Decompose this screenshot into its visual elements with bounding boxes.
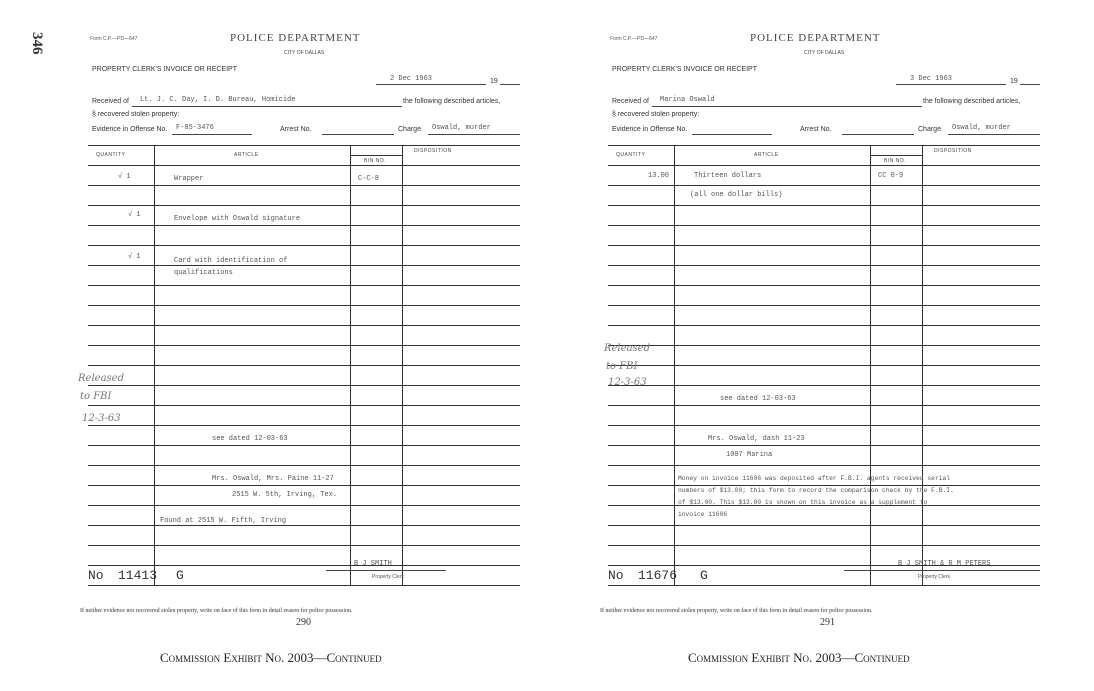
note-owner: Mrs. Oswald, dash 11-23 [708, 435, 805, 443]
footer-note: If neither evidence nor recovered stolen property, write on face of this form in detail reason for police possession. [600, 608, 873, 614]
exhibit-caption: Commission Exhibit No. 2003—Continued [160, 650, 382, 665]
handwritten-note: to FBI [80, 391, 112, 402]
row-article: Thirteen dollars [694, 172, 762, 180]
col-bin: BIN NO. [884, 158, 907, 164]
row-article: qualifications [174, 269, 233, 277]
form-number-mark: G [176, 568, 184, 583]
year-suffix: 19 [1010, 78, 1018, 85]
row-article: Wrapper [174, 175, 204, 183]
city-heading: CITY OF DALLAS [804, 50, 845, 56]
invoice-form-right [604, 28, 1040, 598]
form-title: PROPERTY CLERK'S INVOICE OR RECEIPT [612, 66, 758, 73]
col-article: ARTICLE [234, 152, 259, 158]
signature-label: Property Clerk [918, 574, 950, 580]
following-text: the following described articles, [403, 98, 501, 105]
col-disposition: DISPOSITION [934, 148, 972, 154]
charge-value: Oswald, murder [952, 124, 1011, 132]
invoice-form-left [78, 28, 520, 598]
page-number: 290 [296, 617, 311, 628]
footer-note: If neither evidence nor recovered stolen property, write on face of this form in detail reason for police possession. [80, 608, 353, 614]
year-suffix: 19 [490, 78, 498, 85]
row-bin: CC 0-9 [878, 172, 904, 180]
handwritten-note: to FBI [606, 361, 638, 372]
received-of-value: Lt. J. C. Day, I. D. Bureau, Homicide [140, 96, 296, 104]
department-heading: POLICE DEPARTMENT [230, 32, 361, 44]
signature-label: Property Clerk [372, 574, 404, 580]
note-long: invoice 11606 [678, 511, 728, 518]
note-address: 2515 W. 5th, Irving, Tex. [232, 491, 338, 499]
form-code: Form C.P.—PD—647 [90, 36, 138, 42]
form-number-mark: G [700, 568, 708, 583]
note-owner: Mrs. Oswald, Mrs. Paine 11-27 [212, 475, 334, 483]
charge-value: Oswald, murder [432, 124, 491, 132]
note-found: Found at 2515 W. Fifth, Irving [160, 517, 287, 525]
signature-name: B J SMITH & R M PETERS [898, 560, 991, 568]
signature-name: B J SMITH [354, 560, 392, 568]
received-of-label: Received of [612, 98, 649, 105]
form-number: 11676 [638, 568, 678, 583]
handwritten-note: Released [604, 343, 650, 354]
exhibit-caption: Commission Exhibit No. 2003—Continued [688, 650, 910, 665]
col-quantity: QUANTITY [616, 152, 646, 158]
following-text: the following described articles, [923, 98, 1021, 105]
row-qty: √ 1 [128, 211, 141, 219]
note-long: Money on invoice 11606 was deposited after F.B.I. agents received serial [678, 475, 951, 482]
arrest-label: Arrest No. [280, 126, 312, 133]
handwritten-note: Released [78, 373, 124, 384]
form-number: 11413 [118, 568, 158, 583]
row-bin: C-C-8 [358, 175, 380, 183]
recovered-label: § recovered stolen property: [92, 111, 180, 118]
department-heading: POLICE DEPARTMENT [750, 32, 881, 44]
col-bin: BIN NO. [364, 158, 387, 164]
offense-label: Evidence in Offense No. [612, 126, 688, 133]
note-checked: see dated 12-03-63 [212, 435, 288, 443]
col-article: ARTICLE [754, 152, 779, 158]
page-number: 291 [820, 617, 835, 628]
form-date: 3 Dec 1963 [910, 75, 953, 83]
row-article: Card with identification of [174, 257, 288, 265]
col-quantity: QUANTITY [96, 152, 126, 158]
handwritten-note: 12-3-63 [608, 377, 647, 388]
recovered-label: § recovered stolen property: [612, 111, 700, 118]
row-qty: √ 1 [128, 253, 141, 261]
note-long: numbers of $13.00; this form to record the comparison check by the F.B.I. [678, 487, 954, 494]
row-article: Envelope with Oswald signature [174, 215, 301, 223]
handwritten-note: 12-3-63 [82, 413, 121, 424]
received-of-label: Received of [92, 98, 129, 105]
row-article: (all one dollar bills) [690, 191, 783, 199]
form-number-prefix: No [88, 568, 104, 583]
charge-label: Charge [398, 126, 421, 133]
book-page-number: 346 [29, 32, 45, 55]
form-title: PROPERTY CLERK'S INVOICE OR RECEIPT [92, 66, 238, 73]
form-date: 2 Dec 1963 [390, 75, 433, 83]
row-qty: √ 1 [118, 173, 131, 181]
received-of-value: Marina Oswald [660, 96, 715, 104]
col-disposition: DISPOSITION [414, 148, 452, 154]
form-number-prefix: No [608, 568, 624, 583]
offense-label: Evidence in Offense No. [92, 126, 168, 133]
city-heading: CITY OF DALLAS [284, 50, 325, 56]
form-code: Form C.P.—PD—647 [610, 36, 658, 42]
charge-label: Charge [918, 126, 941, 133]
note-long: of $13.00. This $13.00 is shown on this invoice as a supplement to [678, 499, 928, 506]
row-qty: 13.00 [648, 172, 670, 180]
note-address: 1007 Marina [726, 451, 773, 459]
article-table [78, 145, 520, 586]
arrest-label: Arrest No. [800, 126, 832, 133]
offense-value: F-85-3476 [176, 124, 214, 132]
article-table [604, 145, 1040, 586]
note-checked: see dated 12-03-63 [720, 395, 796, 403]
